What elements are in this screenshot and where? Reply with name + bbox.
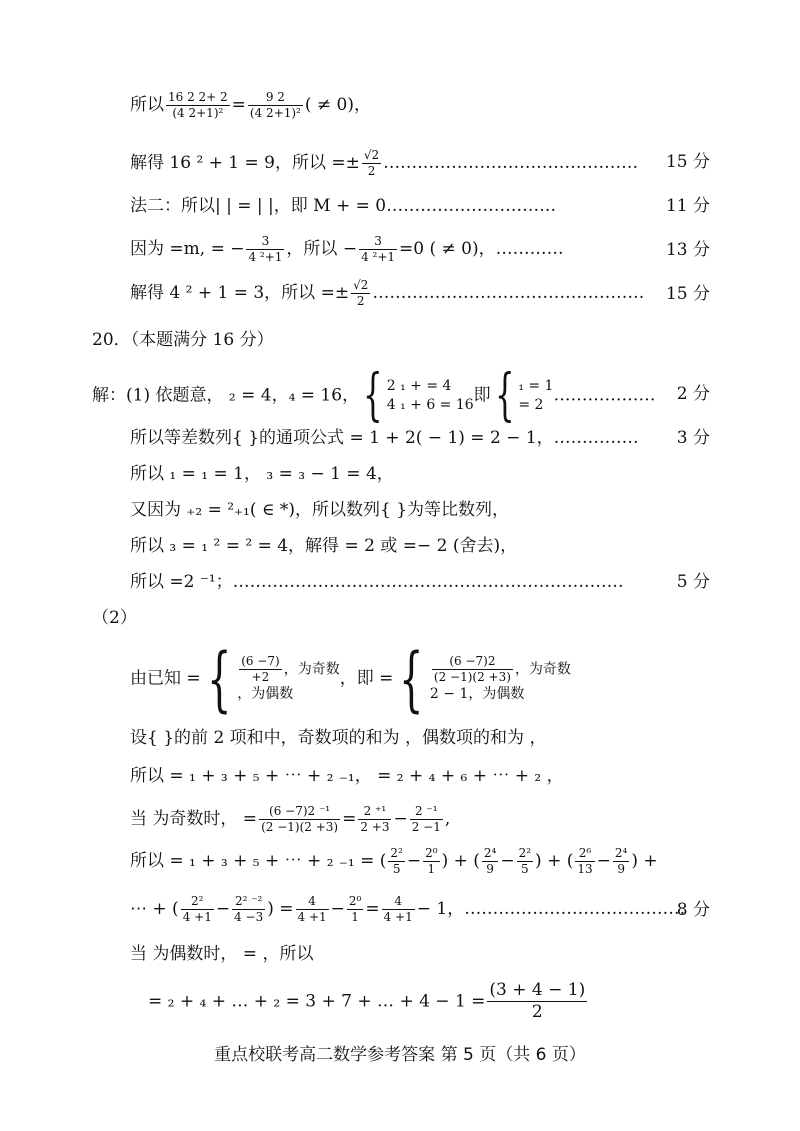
fraction: $\frac{(6 -7)2}{(2 -1)(2 +3)}$	[433, 654, 511, 685]
line-cn-definition: 由已知 ={ $\frac{(6 -7)}{+2}$ ，为奇数 ，为偶数 ，即 ={ $\frac{(6 -7)2}{(2 -1)(2 +3)}$ ，为奇数 2 − 1，为偶数	[130, 638, 571, 720]
line-bn-formula: 所以 =2 ⁻¹；……………………………………………………………	[130, 572, 624, 592]
fraction: $\frac{\text{2 ⁺¹}}{2 +3}$	[360, 804, 390, 834]
line-odd-sum: 所以 = ₁ + ₃ + ₅ + ⋯ + ₂ ₋₁ = ( $\frac{\text{2²}}{5}$ − $\frac{\text{2⁰}}{1}$ ) + ( $\frac{\text{2⁴}}{9}$ − $\frac{\text{2²}}{5}$ ) + ( $\frac{\text{2⁶}}{13}$ − $\frac{\text{2⁴}}{9}$ ) +	[130, 846, 658, 876]
brace-icon: {	[206, 638, 232, 720]
fraction: $\frac{16 2 2+ 2}{\text{(4 2+1)²}}$	[168, 90, 228, 120]
score-label: 15 分	[665, 284, 710, 304]
brace-icon: {	[399, 638, 424, 720]
line-sum-definition: 设{ }的前 2 项和中，奇数项的和为 ，偶数项的和为 ，	[130, 728, 547, 748]
leader-dots: …………………………………………	[372, 283, 645, 303]
leader-dots: …………………………………	[464, 899, 686, 919]
line-general-term: 所以等差数列{ }的通项公式 = 1 + 2( − 1) = 2 − 1，……………	[130, 428, 639, 448]
line-ratio: 所以 ₃ = ₁ ² = ² = 4，解得 = 2 或 =− 2 (舍去)，	[130, 536, 518, 556]
fraction: $\frac{\text{2 ⁻¹}}{2 -1}$	[411, 804, 441, 834]
page-footer: 重点校联考高二数学参考答案 第 5 页（共 6 页）	[214, 1045, 586, 1065]
piecewise-cases: $\frac{(6 -7)2}{(2 -1)(2 +3)}$ ，为奇数 2 − 1，为偶数	[429, 654, 571, 703]
brace-icon: {	[363, 363, 383, 428]
piecewise-cases: $\frac{(6 -7)}{+2}$ ，为奇数 ，为偶数	[237, 654, 340, 703]
fraction: $\frac{3}{\text{4 ²+1}}$	[248, 234, 283, 264]
fraction: $\frac{(6 -7)}{+2}$	[241, 654, 280, 685]
score-label: 3 分	[676, 428, 710, 448]
score-label: 8 分	[676, 900, 710, 920]
question-heading: 20．（本题满分 16 分）	[92, 330, 274, 350]
leader-dots: ………………………………………	[383, 153, 639, 173]
line-even-case: 当 为偶数时， = ，所以	[130, 944, 314, 964]
fraction: $\frac{\text{(6 −7)2 ⁻¹}}{(2 -1)(2 +3)}$	[261, 804, 339, 834]
equation-system: ₁ = 1 = 2	[518, 378, 554, 413]
line-equation-1	[130, 90, 371, 121]
text-condition: ( ≠ 0)，	[304, 95, 372, 115]
text-prefix: 所以	[130, 95, 164, 115]
line-odd-sum-result: ⋯ + ( $\frac{\text{2²}}{4 +1}$ − $\frac{\text{2² ⁻²}}{4 -3}$ ) = $\frac{4}{4 +1}$ − $\frac{\text{2⁰}}{1}$ = $\frac{4}{4 +1}$ − 1，…………………………………	[130, 894, 686, 924]
line-odd-case: 当 为奇数时， = $\frac{\text{(6 −7)2 ⁻¹}}{(2 -1)(2 +3)}$ = $\frac{\text{2 ⁺¹}}{2 +3}$ − $\frac{\text{2 ⁻¹}}{2 -1}$ ,	[130, 804, 451, 834]
line-geometric: 又因为 ₊₂ = ²₊₁( ∈ *)，所以数列{ }为等比数列，	[130, 500, 510, 520]
score-label: 2 分	[676, 384, 710, 404]
equals-sign: =	[231, 95, 246, 115]
leader-dots: ……………………………………………………………	[232, 572, 624, 592]
fraction: $\frac{3}{\text{4 ²+1}}$	[361, 234, 396, 264]
score-label: 5 分	[676, 572, 710, 592]
score-label: 13 分	[665, 240, 710, 260]
leader-dots: ………………	[553, 385, 656, 406]
line-sum-terms: 所以 = ₁ + ₃ + ₅ + ⋯ + ₂ ₋₁， = ₂ + ₄ + ₆ + ⋯ + ₂ ，	[130, 766, 564, 786]
fraction: $\frac{(3 + 4 - 1)}{2}$	[489, 980, 586, 1023]
brace-icon: {	[494, 363, 515, 428]
score-label: 15 分	[665, 152, 710, 172]
equation-system: 2 ₁ + = 4 4 ₁ + 6 = 16	[386, 378, 474, 413]
fraction: $\frac{√2}{2}$	[363, 148, 380, 178]
line-part1-setup: 解：(1) 依题意， ₂ = 4，₄ = 16，{ 2 ₁ + = 4 4 ₁ + 6 = 16 即{ ₁ = 1 = 2 ………………	[92, 363, 656, 428]
fraction: $\frac{√2}{2}$	[353, 278, 369, 308]
line-b1-b3: 所以 ₁ = ₁ = 1， ₃ = ₃ − 1 = 4，	[130, 464, 394, 484]
line-because: 因为 =m, = − $\frac{3}{\text{4 ²+1}}$ ，所以 − $\frac{3}{\text{4 ²+1}}$ =0 ( ≠ 0)，…………	[130, 234, 564, 264]
line-solve-2: 解得 4 ² + 1 = 3，所以 =± $\frac{√2}{2}$ …………………………………………	[130, 278, 645, 308]
score-label: 11 分	[665, 196, 710, 216]
line-method-2: 法二：所以| | = | |，即 M + = 0…………………………	[130, 196, 557, 216]
fraction: $\frac{9 2}{\text{(4 2+1)²}}$	[249, 90, 301, 120]
line-even-sum: = ₂ + ₄ + … + ₂ = 3 + 7 + … + 4 − 1 = $\frac{(3 + 4 - 1)}{2}$	[148, 980, 586, 1023]
line-solve-1: 解得 16 ² + 1 = 9，所以 =± $\frac{√2}{2}$ ………………………………………	[130, 148, 639, 178]
part-2-label: （2）	[92, 608, 137, 628]
